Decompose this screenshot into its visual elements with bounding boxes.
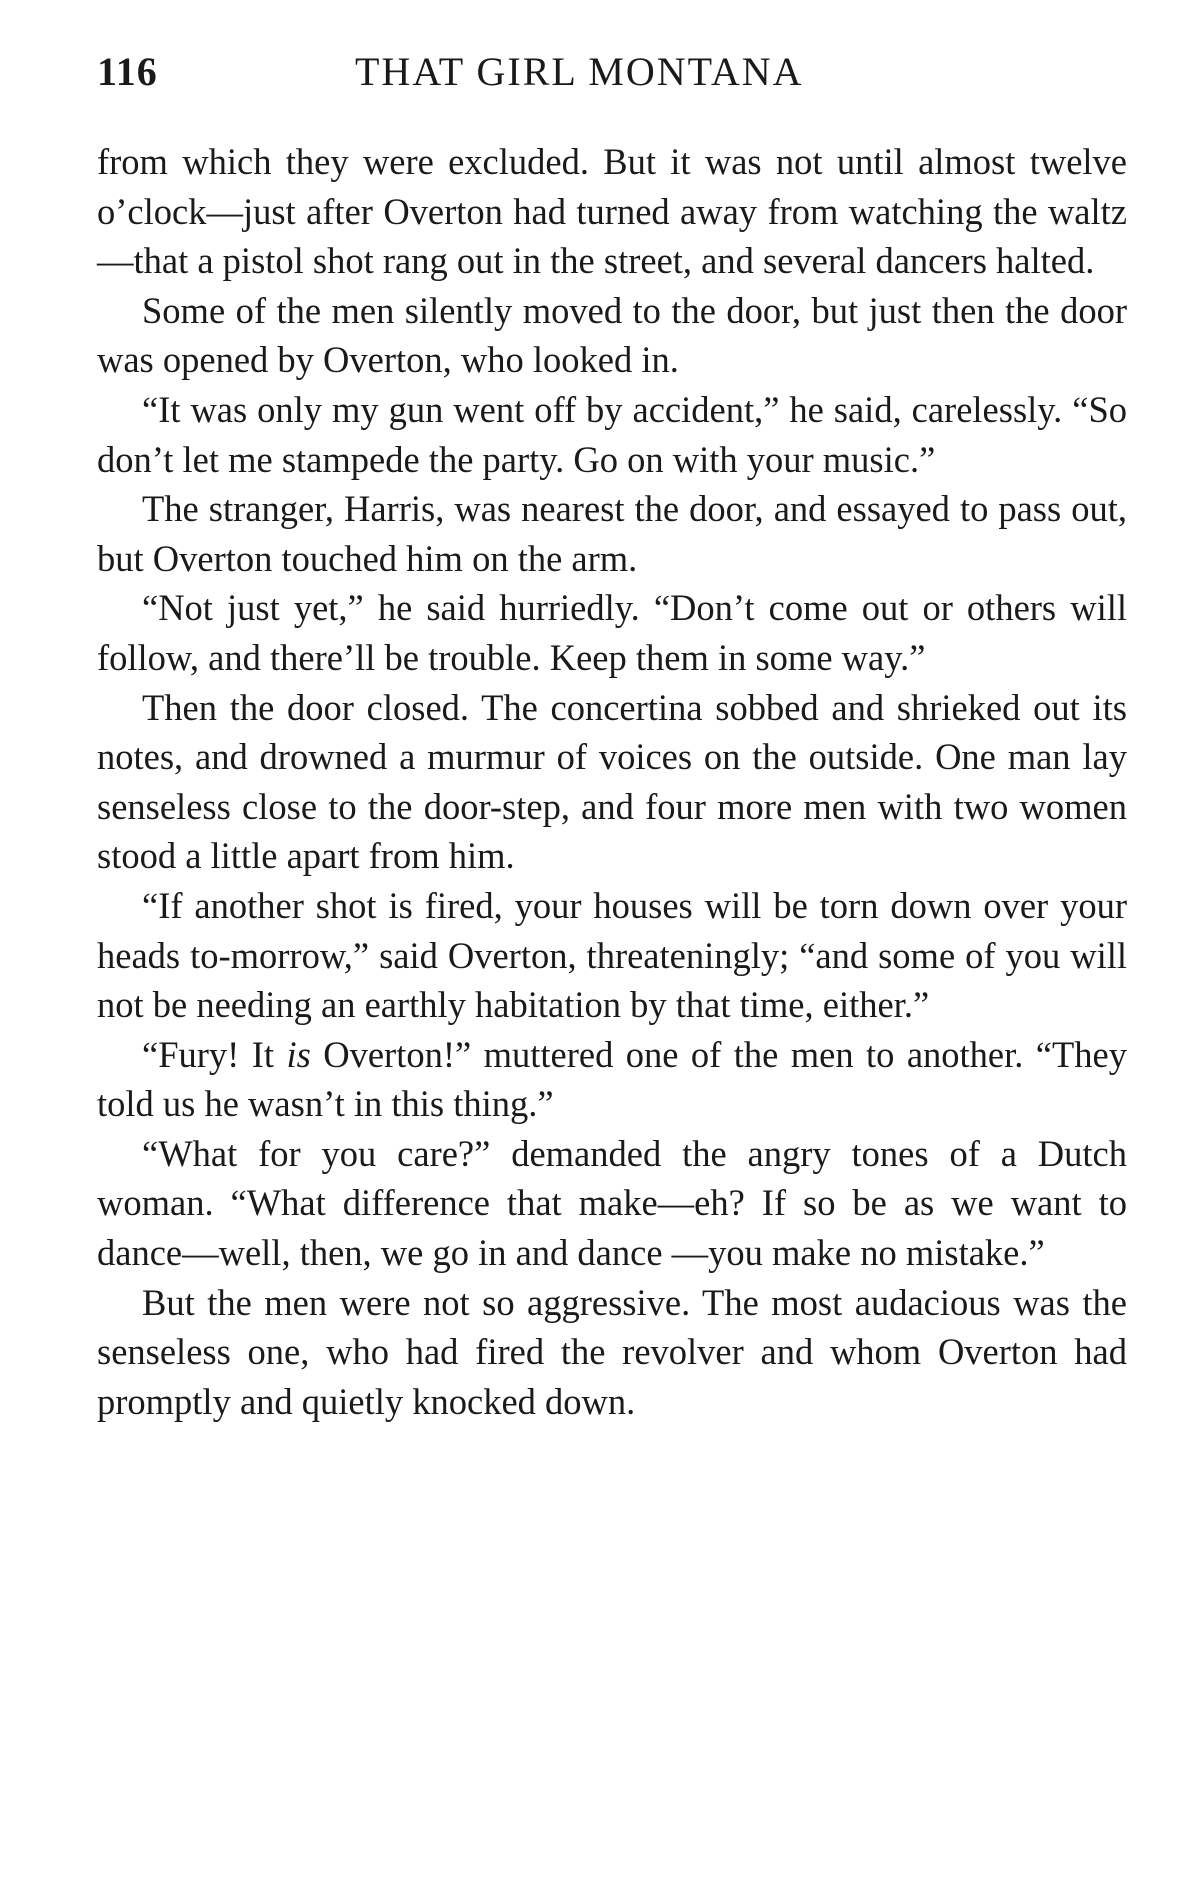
- page-header: [97, 42, 1127, 102]
- paragraph: [97, 1030, 1127, 1129]
- paragraph: Then the door closed. The concertina sobbed and shrieked out its notes, and drowned a murmur of voices on the outside. One man lay senseless close to the door-step, and four more men with two women stood a little apart from him.: [97, 686, 1127, 877]
- running-title: THAT GIRL MONTANA: [355, 49, 804, 94]
- paragraph: But the men were not so aggressive. The most audacious was the senseless one, who had fired the revolver and whom Overton had promptly and quietly knocked down.: [97, 1281, 1127, 1422]
- paragraph: “Not just yet,” he said hurriedly. “Don’t come out or others will follow, and there’ll be trouble. Keep them in some way.”: [97, 587, 1127, 678]
- body-text: [97, 137, 1127, 1426]
- paragraph: “It was only my gun went off by accident,” he said, carelessly. “So don’t let me stampede the party. Go on with your music.”: [97, 388, 1127, 480]
- page-number: 116: [97, 49, 158, 94]
- paragraph-text: Overton!” muttered one of the men to another. “They told us he wasn’t in this thing.”: [97, 1033, 1127, 1125]
- paragraph: “What for you care?” demanded the angry tones of a Dutch woman. “What difference that make—eh? If so be as we want to dance—well, then, we go in and dance —you make no mistake.”: [97, 1132, 1127, 1274]
- paragraph: The stranger, Harris, was nearest the door, and essayed to pass out, but Overton touched him on the arm.: [97, 488, 1127, 579]
- paragraph: from which they were excluded. But it was not until almost twelve o’clock—just after Overton had turned away from watching the waltz—that a pistol shot rang out in the street, and several dancers halted.: [97, 141, 1127, 282]
- emphasis-text: is: [286, 1033, 311, 1075]
- paragraph: Some of the men silently moved to the door, but just then the door was opened by Overton, who looked in.: [97, 289, 1127, 381]
- paragraph-text: “Fury! It: [142, 1033, 287, 1075]
- paragraph: “If another shot is fired, your houses will be torn down over your heads to-morrow,” said Overton, threateningly; “and some of you will not be needing an earthly habitation by that time, either.”: [97, 884, 1127, 1026]
